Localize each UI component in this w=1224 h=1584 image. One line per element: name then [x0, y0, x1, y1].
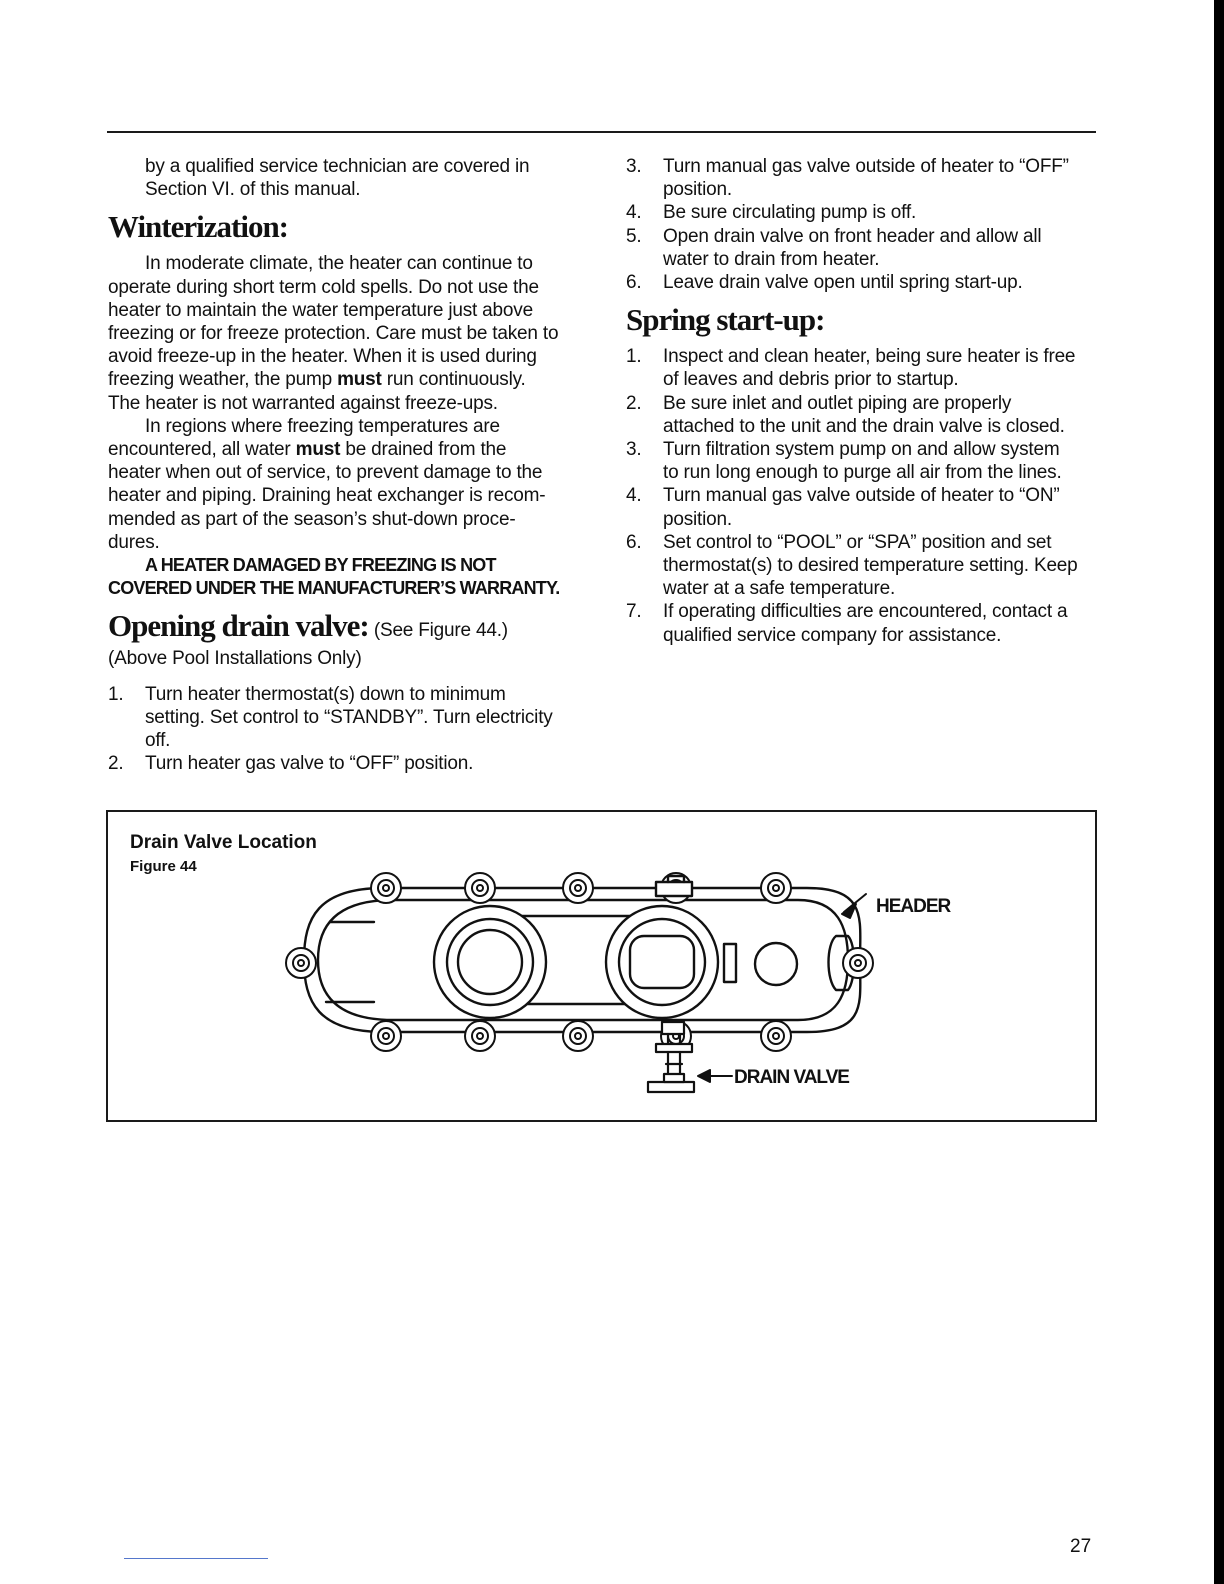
bolt-lugs [286, 873, 873, 1051]
step-number: 4. [626, 202, 642, 224]
warranty-warning [108, 554, 578, 600]
text-line: operate during short term cold spells. Do not use the [108, 276, 539, 298]
text-line: Open drain valve on front header and allow all [663, 225, 1042, 247]
text-line: position. [663, 508, 732, 530]
text-line: off. [145, 730, 171, 752]
header-label: HEADER [876, 896, 951, 917]
list-item [626, 392, 1098, 438]
bolt-lug [371, 1021, 401, 1051]
text-line [108, 368, 578, 391]
text-line: freezing or for freeze protection. Care must be taken to [108, 323, 559, 345]
text-line: position. [663, 179, 732, 201]
warning-line: A HEATER DAMAGED BY FREEZING IS NOT [145, 555, 496, 576]
drain-valve-diagram [108, 812, 1095, 1120]
list-item [626, 438, 1098, 484]
footer-rule [124, 1558, 268, 1559]
bolt-lug [286, 948, 316, 978]
step-number: 3. [626, 439, 642, 461]
list-item [626, 345, 1098, 391]
text-line: heater to maintain the water temperature just above [108, 299, 533, 321]
page-number: 27 [1070, 1536, 1092, 1557]
figure-44-box [106, 810, 1097, 1122]
step-number: 2. [108, 753, 124, 775]
opening-drain-valve-heading [108, 608, 578, 649]
text-line: by a qualified service technician are covered in [145, 156, 530, 177]
text-line: Leave drain valve open until spring start-up. [663, 272, 1023, 294]
text-line: avoid freeze-up in the heater. When it is used during [108, 346, 537, 368]
step-number: 1. [626, 346, 642, 368]
text-line: Turn manual gas valve outside of heater to “ON” [663, 485, 1060, 507]
text-line: The heater is not warranted against freeze-ups. [108, 392, 498, 414]
text-line: Inspect and clean heater, being sure heater is free [663, 346, 1076, 368]
bolt-lug [371, 873, 401, 903]
top-plug [656, 882, 692, 896]
text-line: In moderate climate, the heater can continue to [145, 253, 533, 275]
bolt-lug [761, 873, 791, 903]
winterization-heading: Winterization: [108, 209, 289, 245]
list-item [108, 683, 578, 753]
figure-title: Drain Valve Location [130, 832, 317, 853]
header-inner-outline [318, 900, 848, 1020]
text-line: attached to the unit and the drain valve is closed. [663, 415, 1065, 437]
side-block [724, 944, 736, 982]
list-item [626, 484, 1098, 530]
figure-number: Figure 44 [130, 858, 197, 875]
emphasis-must: must [337, 369, 382, 391]
step-number: 5. [626, 225, 642, 247]
text-fragment: be drained from the [340, 439, 507, 461]
step-number: 2. [626, 392, 642, 414]
bolt-lug [465, 873, 495, 903]
heading-text: Opening drain valve: [108, 608, 369, 644]
text-fragment: run continuously. [381, 369, 526, 391]
list-item [626, 201, 1098, 224]
text-line: In regions where freezing temperatures are [145, 415, 500, 437]
list-item [626, 600, 1098, 646]
opening-steps-list [108, 683, 578, 776]
text-line: water at a safe temperature. [663, 578, 896, 600]
text-line: heater when out of service, to prevent damage to the [108, 462, 543, 484]
text-line: Turn heater gas valve to “OFF” position. [145, 753, 474, 775]
port-circle [755, 943, 797, 985]
emphasis-must: must [295, 439, 341, 461]
right-column [626, 155, 1098, 647]
text-line [108, 438, 578, 461]
left-column [108, 155, 578, 775]
winterization-paragraph-2 [108, 415, 578, 554]
page-edge-bar [1214, 0, 1224, 1584]
text-line: qualified service company for assistance. [663, 624, 1002, 646]
text-line: dures. [108, 531, 160, 553]
text-line: Turn filtration system pump on and allow system [663, 439, 1060, 461]
winterization-paragraph-1 [108, 252, 578, 414]
text-fragment: freezing weather, the pump [108, 369, 338, 391]
bolt-lug [843, 948, 873, 978]
step-number: 3. [626, 156, 642, 177]
bolt-lug [563, 873, 593, 903]
text-line: Section VI. of this manual. [145, 179, 361, 201]
text-fragment: encountered, all water [108, 439, 296, 461]
bolt-lug [465, 1021, 495, 1051]
text-line: thermostat(s) to desired temperature setting. Keep [663, 555, 1078, 577]
text-line: of leaves and debris prior to startup. [663, 369, 959, 391]
list-item [626, 155, 1098, 201]
text-line: Turn manual gas valve outside of heater to “OFF” [663, 156, 1069, 177]
list-item [626, 271, 1098, 294]
inlet-fitting-outer [434, 906, 546, 1018]
list-item [626, 531, 1098, 601]
list-item [108, 752, 578, 775]
step-number: 6. [626, 531, 642, 553]
text-line: mended as part of the season’s shut-down proce- [108, 508, 516, 530]
text-line: water to drain from heater. [663, 248, 880, 270]
text-line: Turn heater thermostat(s) down to minimum [145, 683, 506, 705]
text-line: setting. Set control to “STANDBY”. Turn electricity [145, 706, 553, 728]
step-number: 6. [626, 272, 642, 294]
outlet-fitting-outer [606, 906, 718, 1018]
text-line: Set control to “POOL” or “SPA” position and set [663, 531, 1052, 553]
step-number: 7. [626, 601, 642, 623]
text-line: heater and piping. Draining heat exchanger is recom- [108, 485, 546, 507]
top-rule [107, 131, 1096, 133]
figure-reference: (See Figure 44.) [368, 620, 508, 642]
bolt-lug [761, 1021, 791, 1051]
header-outline [304, 888, 860, 1032]
drain-valve-arrow [698, 1070, 732, 1082]
text-line: If operating difficulties are encountered, contact a [663, 601, 1068, 623]
opening-steps-continued [626, 155, 1098, 294]
step-number: 4. [626, 485, 642, 507]
installation-note: (Above Pool Installations Only) [108, 648, 362, 670]
bolt-lug [563, 1021, 593, 1051]
list-item [626, 225, 1098, 271]
spring-startup-heading: Spring start-up: [626, 302, 825, 338]
intro-paragraph [108, 155, 578, 201]
spring-steps-list [626, 345, 1098, 647]
text-line: Be sure inlet and outlet piping are properly [663, 392, 1012, 414]
drain-valve-label: DRAIN VALVE [734, 1067, 849, 1088]
warning-line: COVERED UNDER THE MANUFACTURER’S WARRANTY. [108, 578, 560, 599]
text-line: Be sure circulating pump is off. [663, 202, 917, 224]
text-line: to run long enough to purge all air from the lines. [663, 462, 1062, 484]
step-number: 1. [108, 683, 124, 705]
